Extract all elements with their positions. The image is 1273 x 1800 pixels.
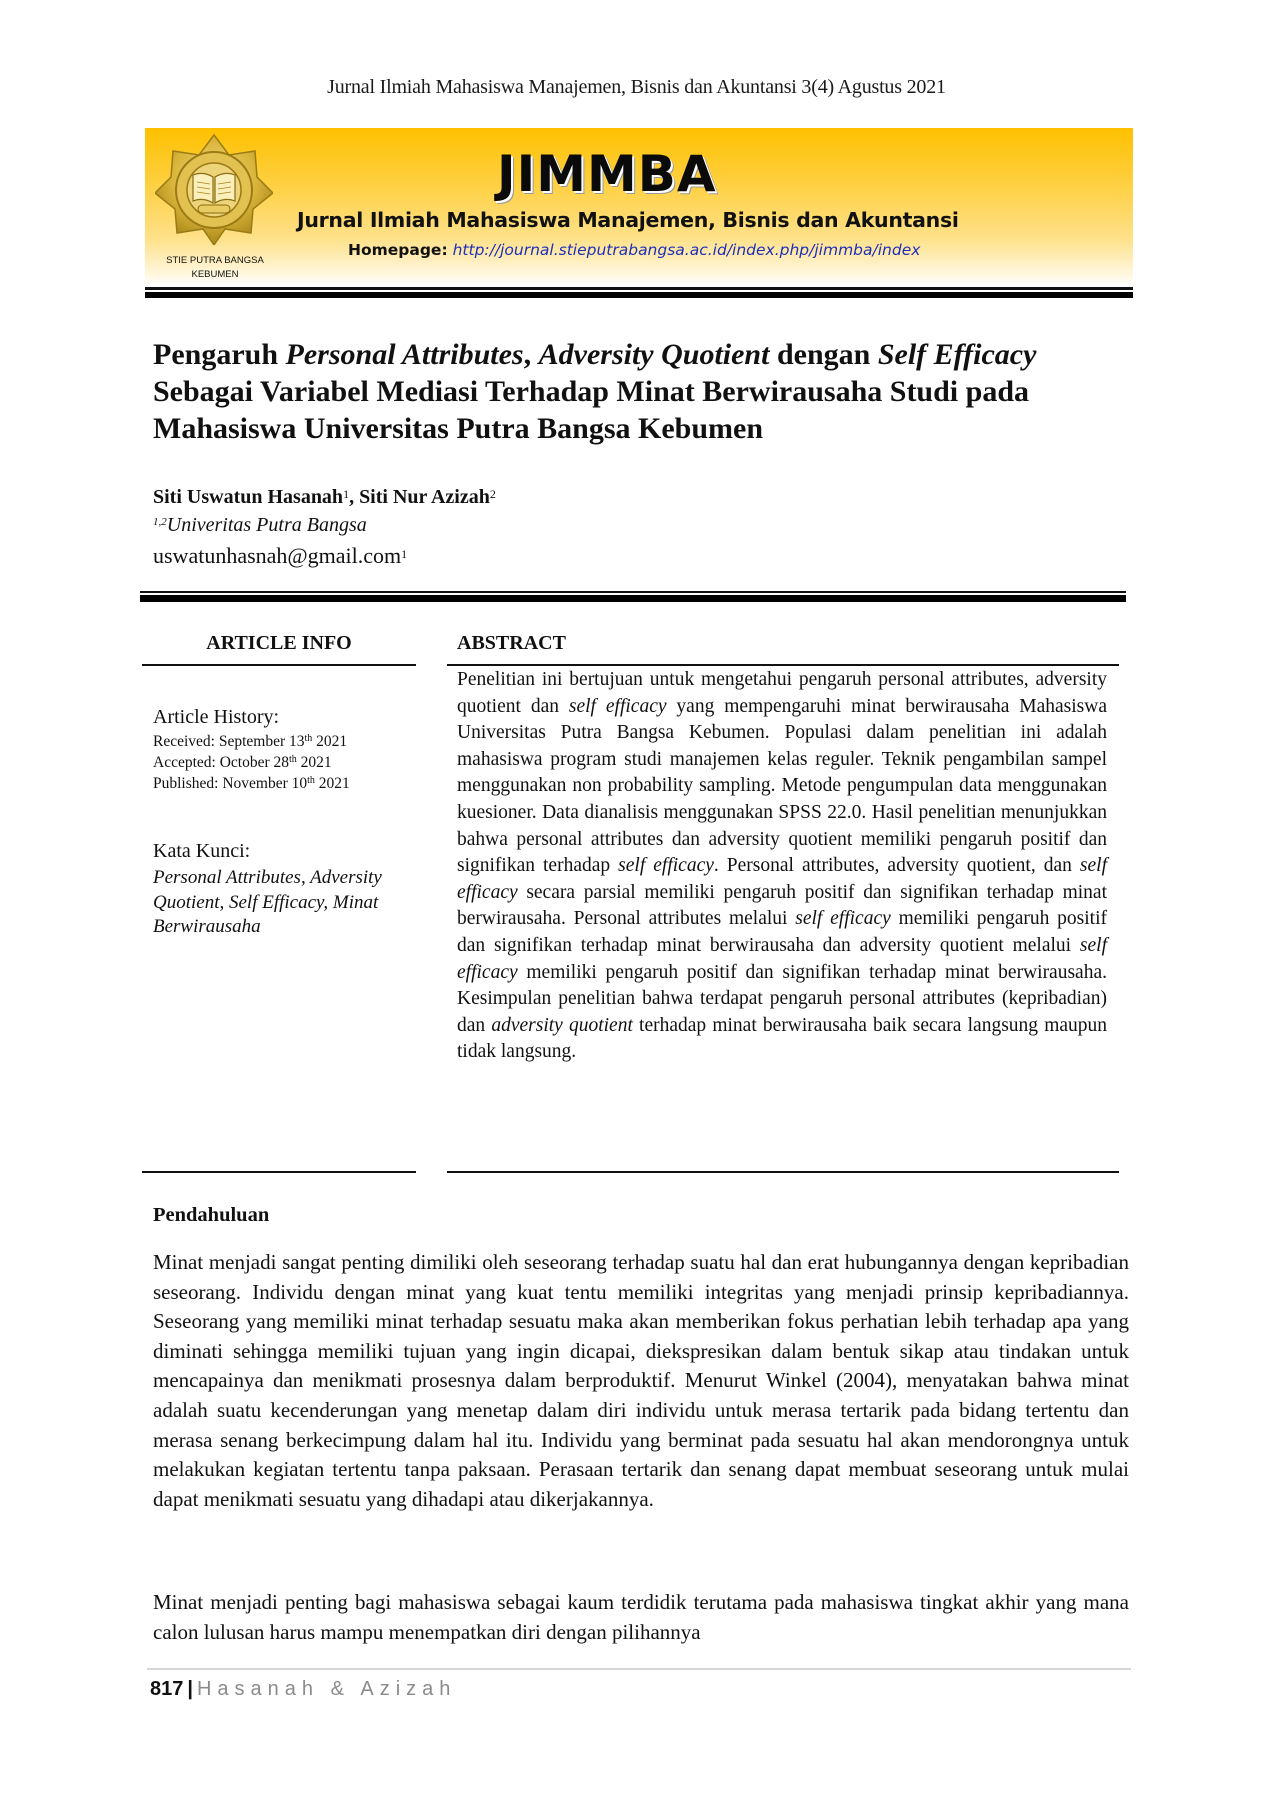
history-label: Published: November 10: [153, 775, 308, 792]
article-info-heading: ARTICLE INFO: [206, 632, 352, 654]
abstract-text: memiliki pengaruh positif dan signifikan terhadap minat berwirausaha. Kesimpulan penelitian bahwa terdapat pengaruh personal attributes (kepribadian) dan: [457, 961, 1107, 1036]
abstract-rule-top: [447, 664, 1119, 666]
abstract-italic: self efficacy: [618, 855, 714, 877]
article-info-rule-top: [142, 664, 416, 666]
running-header: Jurnal Ilmiah Mahasiswa Manajemen, Bisnis dan Akuntansi 3(4) Agustus 2021: [327, 76, 946, 98]
history-label: Accepted: October 28: [153, 754, 289, 771]
article-info-rule-bottom: [142, 1171, 416, 1173]
history-sup: th: [289, 754, 297, 765]
author-separator: ,: [349, 486, 360, 508]
keywords-title: Kata Kunci:: [153, 840, 251, 862]
abstract-text: terhadap minat berwirausaha baik secara langsung maupun tidak langsung.: [457, 1014, 1108, 1063]
journal-abbrev: JIMMBA: [497, 145, 717, 203]
abstract-text: secara parsial memiliki pengaruh positif dan signifikan terhadap minat berwirausaha. Personal attributes melalui: [457, 881, 1107, 930]
banner-rule-thick: [145, 292, 1133, 298]
title-part: Pengaruh: [153, 338, 286, 371]
article-title: [153, 336, 1113, 447]
institution-logo-icon: [155, 133, 273, 245]
homepage-label: Homepage:: [348, 241, 448, 259]
footer-separator: |: [187, 1678, 193, 1700]
abstract-italic: self efficacy: [795, 908, 891, 930]
abstract-italic: self efficacy: [457, 934, 1107, 983]
author-1-sup: 1: [343, 487, 350, 501]
abstract-text: memiliki pengaruh positif dan signifikan terhadap minat berwirausaha dan adversity quotient melalui: [457, 908, 1107, 956]
keywords: Personal Attributes, Adversity Quotient, Self Efficacy, Minat Berwirausaha: [153, 867, 382, 937]
title-part: Sebagai Variabel Mediasi Terhadap Minat Berwirausaha Studi pada Mahasiswa Universitas Putra Bangsa Kebumen: [153, 375, 1030, 445]
abstract-text: . Personal attributes, adversity quotient, dan: [713, 855, 1080, 877]
header-divider-thick: [140, 595, 1126, 602]
abstract-italic: adversity quotient: [491, 1014, 633, 1036]
author-1: Siti Uswatun Hasanah: [153, 486, 344, 508]
title-part-italic: Self Efficacy: [877, 338, 1037, 371]
logo-caption-line1: STIE PUTRA BANGSA: [166, 255, 264, 266]
title-part: ,: [523, 338, 539, 371]
footer-authors: Hasanah & Azizah: [196, 1678, 457, 1700]
abstract-italic: self efficacy: [457, 855, 1108, 903]
body-paragraph-1: Minat menjadi sangat penting dimiliki oleh seseorang terhadap suatu hal dan erat hubungannya dengan kepribadian seseorang. Individu dengan minat yang kuat tentu memiliki integritas yang menjadi prinsip kepribadiannya. Seseorang yang memiliki minat terhadap sesuatu maka akan memberikan fokus perhatian lebih terhadap apa yang diminati sehingga memiliki tujuan yang ingin dicapai, diekspresikan dalam bentuk sikap atau tindakan untuk mencapainya dan menikmati prosesnya dalam berproduktif. Menurut Winkel (2004), menyatakan bahwa minat adalah suatu kecenderungan yang menetap dalam diri individu untuk merasa tertarik pada bidang tertentu dan merasa senang berkecimpung dalam hal itu. Individu yang berminat pada sesuatu hal akan mendorongnya untuk melakukan kegiatan tertentu tanpa paksaan. Perasaan tertarik dan senang dapat membuat seseorang untuk mulai dapat menikmati sesuatu yang dihadapi atau dikerjakannya.: [153, 1250, 1129, 1511]
article-history-title: Article History:: [153, 706, 280, 728]
history-year: 2021: [312, 733, 348, 750]
author-2-sup: 2: [489, 487, 496, 501]
abstract-heading: ABSTRACT: [457, 632, 566, 654]
logo-caption-line2: KEBUMEN: [191, 269, 239, 280]
logo-caption: [148, 254, 282, 282]
history-year: 2021: [314, 775, 350, 792]
email-sup: 1: [401, 547, 408, 561]
affiliation-text: Univeritas Putra Bangsa: [166, 514, 367, 536]
abstract-italic: self efficacy: [568, 695, 667, 717]
abstract-text: Penelitian ini bertujuan untuk mengetahui pengaruh personal attributes, adversity quotient dan: [457, 669, 1107, 717]
history-label: Received: September 13: [153, 733, 305, 750]
header-divider-thin: [140, 591, 1126, 593]
history-sup: th: [307, 775, 315, 786]
history-year: 2021: [296, 754, 332, 771]
history-received: [153, 733, 347, 751]
abstract-text: yang mempengaruhi minat berwirausaha Mahasiswa Universitas Putra Bangsa Kebumen. Populasi dalam penelitian ini adalah mahasiswa program studi manajemen kelas reguler. Teknik pengambilan sampel menggunakan non probability sampling. Metode pengumpulan data menggunakan kuesioner. Data dianalisis menggunakan SPSS 22.0. Hasil penelitian menunjukkan bahwa personal attributes dan adversity quotient memiliki pengaruh positif dan signifikan terhadap: [457, 695, 1108, 877]
journal-homepage: [348, 241, 920, 259]
history-sup: th: [304, 733, 313, 744]
abstract-paragraph: [457, 667, 1107, 1066]
author-email: [153, 543, 407, 569]
title-part: dengan: [769, 338, 878, 371]
abstract-rule-bottom: [447, 1171, 1119, 1173]
title-part-italic: Personal Attributes: [285, 338, 524, 371]
body-paragraph-2: Minat menjadi penting bagi mahasiswa sebagai kaum terdidik terutama pada mahasiswa tingkat akhir yang mana calon lulusan harus mampu menempatkan diri dengan pilihannya: [153, 1590, 1129, 1644]
author-list: [153, 486, 496, 509]
affiliation: [153, 514, 367, 537]
page-footer: [150, 1678, 456, 1701]
title-part-italic: Adversity Quotient: [538, 338, 770, 371]
footer-rule: [147, 1668, 1131, 1670]
author-2: Siti Nur Azizah: [359, 486, 490, 508]
banner-rule-thin: [145, 287, 1133, 290]
homepage-link[interactable]: http://journal.stieputrabangsa.ac.id/index.php/jimmba/index: [452, 241, 921, 259]
affiliation-sup: 1,2: [153, 516, 167, 528]
history-published: [153, 775, 350, 793]
abstract-body: [457, 667, 1107, 1066]
journal-full-name: Jurnal Ilmiah Mahasiswa Manajemen, Bisnis dan Akuntansi: [297, 208, 959, 232]
section-heading: Pendahuluan: [153, 1204, 270, 1226]
history-accepted: [153, 754, 332, 772]
page-number: 817: [150, 1678, 184, 1700]
email-text[interactable]: uswatunhasnah@gmail.com: [153, 543, 402, 568]
